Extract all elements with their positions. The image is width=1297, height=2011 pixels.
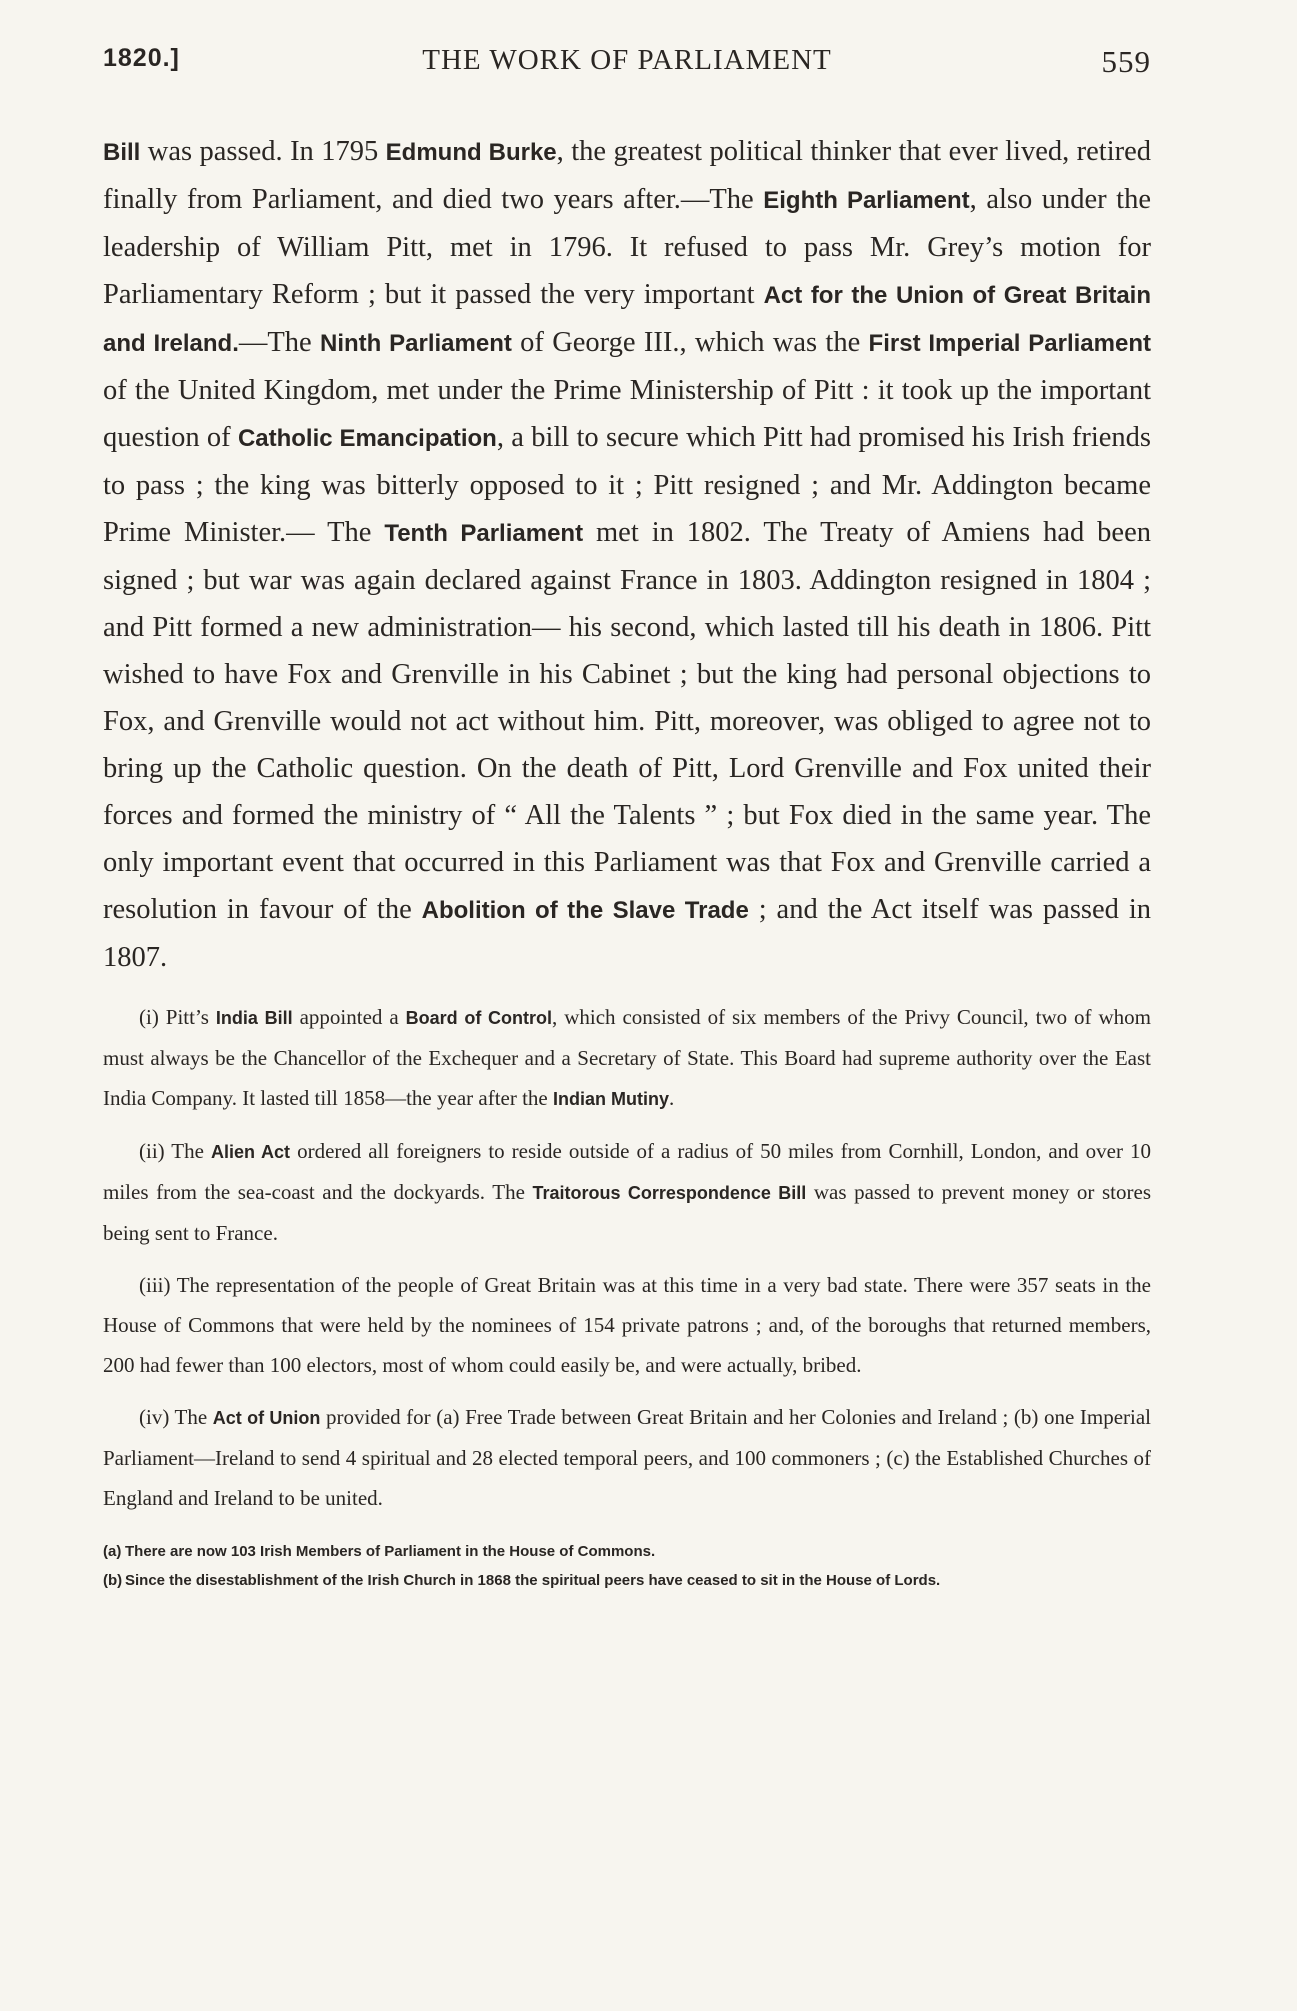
note-ii xyxy=(103,1131,1151,1253)
text-run: met in 1802. The Treaty of Amiens had been signed ; but war was again declared against France in 1803. Addington resigned in 1804 ; and Pitt formed a new administration— his second, which lasted till his death in 1806. Pitt wished to have Fox and Grenville in his Cabinet ; but the king had personal objections to Fox, and Grenville would not act without him. Pitt, moreover, was obliged to agree not to bring up the Catholic question. On the death of Pitt, Lord Grenville and Fox united their forces and formed the ministry of “ All the Talents ” ; but Fox died in the same year. The only important event that occurred in this Parliament was that Fox and Grenville carried a resolution in favour of the xyxy=(103,517,1151,925)
note-i xyxy=(103,997,1151,1119)
roman-numeral: III. xyxy=(643,327,680,358)
text-run: ordered all foreigners to reside outside of a radius of 50 miles from Cornhill, London, and over 10 miles from the sea-coast and the dockyards. The xyxy=(103,1139,1152,1204)
text-run: was passed. In 1795 xyxy=(147,136,386,167)
text-run: (iv) The xyxy=(139,1405,213,1429)
footnote-a xyxy=(103,1538,1151,1565)
text-run: of George xyxy=(511,327,644,358)
text-run: , the greatest political thinker that ever lived, retired finally from Parliament, and died two years after.—The xyxy=(103,136,1152,215)
footnote-text: There are now 103 Irish Members of Parliament in the House of Commons. xyxy=(125,1543,656,1560)
text-run: , a bill to secure which Pitt had promised his Irish friends to pass ; the king was bitterly opposed to it ; Pitt resigned ; and Mr. Addington became Prime Minister.— The xyxy=(103,422,1152,548)
text-run: was passed to prevent money or stores being sent to France. xyxy=(103,1180,1152,1245)
term-indian-mutiny: Indian Mutiny xyxy=(553,1089,670,1109)
text-run: provided for (a) Free Trade between Great Britain and her Colonies and Ireland ; (b) one Imperial Parliament—Ireland to send 4 spiritual and 28 elected temporal peers, and 100 commoners ; (c) the Established Churches of England and Ireland to be united. xyxy=(103,1405,1152,1510)
header-title: THE WORK OF PARLIAMENT xyxy=(422,44,832,76)
footnote-label: (b) xyxy=(103,1572,123,1589)
text-run: . xyxy=(669,1086,675,1110)
footnotes xyxy=(103,1538,1151,1594)
text-run: , which consisted of six members of the Privy Council, two of whom must always be the Chancellor of the Exchequer and a Secretary of State. This Board had supreme authority over the East India Company. It lasted till 1858—the year after the xyxy=(103,1005,1152,1110)
footnote-text: Since the disestablishment of the Irish Church in 1868 the spiritual peers have ceased to sit in the House of Lords. xyxy=(125,1572,941,1589)
text-run: (i) Pitt’s xyxy=(139,1005,216,1029)
term-edmund-burke: Edmund Burke xyxy=(385,139,557,166)
header-year: 1820.] xyxy=(103,44,180,72)
term-ninth-parliament: Ninth Parliament xyxy=(319,330,512,357)
term-eighth-parliament: Eighth Parliament xyxy=(763,187,970,214)
text-run: (ii) The xyxy=(139,1139,211,1163)
text-run: ; and the Act itself was passed in 1807. xyxy=(103,894,1151,973)
term-bill: Bill xyxy=(103,139,141,166)
term-alien-act: Alien Act xyxy=(210,1142,291,1162)
footnote-label: (a) xyxy=(103,1543,122,1560)
term-first-imperial-parliament: First Imperial Parliament xyxy=(868,330,1151,357)
notes-section xyxy=(103,997,1151,1518)
note-iii: (iii) The representation of the people of Great Britain was at this time in a very bad state. There were 357 seats in the House of Commons that were held by the nominees of 154 private patrons ; and, of the boroughs that returned members, 200 had fewer than 100 electors, most of whom could easily be, and were actually, bribed. xyxy=(103,1273,1151,1377)
text-run: appointed a xyxy=(292,1005,406,1029)
term-india-bill: India Bill xyxy=(215,1008,293,1028)
term-tenth-parliament: Tenth Parliament xyxy=(384,520,584,547)
term-abolition-slave-trade: Abolition of the Slave Trade xyxy=(421,897,749,924)
text-run: , which was the xyxy=(679,327,869,358)
main-paragraph xyxy=(103,128,1151,981)
text-run: of the United Kingdom, met under the Prime Ministership of Pitt : it took up the important question of xyxy=(103,375,1151,453)
term-traitorous-correspondence-bill: Traitorous Correspondence Bill xyxy=(532,1183,807,1203)
running-header xyxy=(103,44,1151,84)
footnote-b xyxy=(103,1567,1151,1594)
text-run: , also under the leadership of William Pitt, met in 1796. It refused to pass Mr. Grey’s motion for Parliamentary Reform ; but it passed the very important xyxy=(103,184,1151,310)
term-board-of-control: Board of Control xyxy=(405,1008,553,1028)
term-act-of-union: Act for the Union of Great Britain and Ireland. xyxy=(103,282,1151,357)
text-run: —The xyxy=(238,327,320,358)
page-number: 559 xyxy=(1101,44,1151,79)
note-iv xyxy=(103,1397,1151,1518)
term-catholic-emancipation: Catholic Emancipation xyxy=(237,425,497,452)
term-act-of-union-note: Act of Union xyxy=(212,1408,321,1428)
